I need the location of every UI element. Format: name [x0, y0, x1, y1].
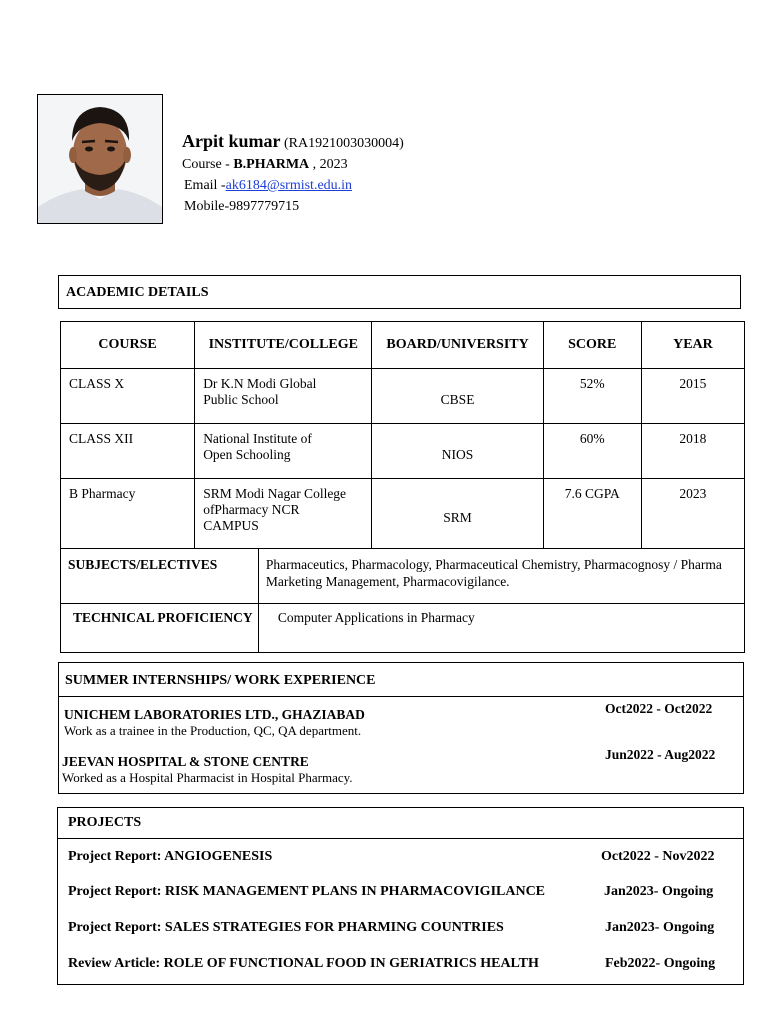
table-header-row [61, 322, 745, 369]
project-item [68, 956, 539, 972]
academic-table [60, 321, 745, 549]
institute-line: CAMPUS [203, 518, 259, 533]
institute-cell [195, 369, 372, 424]
board-cell: NIOS [372, 424, 543, 479]
email-prefix: Email - [184, 178, 226, 193]
subjects-label: SUBJECTS/ELECTIVES [61, 549, 259, 604]
subjects-line: Pharmaceutics, Pharmacology, Pharmaceutical Chemistry, Pharmacognosy / Pharma [265, 557, 722, 572]
table-row [61, 479, 745, 549]
internship-desc: Worked as a Hospital Pharmacist in Hospital Pharmacy. [62, 770, 353, 785]
project-type: Review Article: [68, 956, 164, 971]
institute-line: Open Schooling [203, 447, 291, 462]
project-type: Project Report: [68, 849, 165, 864]
year-cell: 2015 [641, 369, 744, 424]
table-row [61, 369, 745, 424]
internship-org: JEEVAN HOSPITAL & STONE CENTRE [62, 754, 309, 769]
academic-details-header [58, 275, 741, 309]
subjects-line: Marketing Management, Pharmacovigilance. [265, 574, 510, 589]
course-line [182, 157, 348, 173]
projects-section [57, 807, 744, 985]
column-header: YEAR [641, 322, 744, 369]
score-cell: 60% [543, 424, 641, 479]
institute-cell [195, 479, 372, 549]
project-name: RISK MANAGEMENT PLANS IN PHARMACOVIGILANCE [164, 884, 546, 899]
registration-number: (RA1921003030004) [284, 136, 404, 151]
column-header: BOARD/UNIVERSITY [372, 322, 543, 369]
board-cell: SRM [372, 479, 543, 549]
subjects-row [61, 549, 745, 604]
course-cell: CLASS XII [61, 424, 195, 479]
project-name: ROLE OF FUNCTIONAL FOOD IN GERIATRICS HEALTH [163, 956, 539, 971]
board-cell: CBSE [372, 369, 543, 424]
project-dates: Feb2022- Ongoing [605, 956, 716, 971]
email-line [184, 178, 352, 194]
mobile-number: Mobile-9897779715 [184, 199, 300, 214]
internship-dates: Oct2022 - Oct2022 [605, 701, 713, 716]
column-header: SCORE [543, 322, 641, 369]
technical-value: Computer Applications in Pharmacy [258, 604, 744, 653]
email-link[interactable]: ak6184@srmist.edu.in [225, 178, 353, 193]
project-item [68, 849, 272, 865]
project-dates: Jan2023- Ongoing [605, 920, 715, 935]
internship-item [64, 707, 365, 739]
institute-line: SRM Modi Nagar College [203, 486, 347, 501]
column-header: COURSE [61, 322, 195, 369]
project-name: ANGIOGENESIS [164, 849, 273, 864]
projects-header [58, 808, 743, 839]
profile-photo [37, 94, 163, 224]
score-cell: 52% [543, 369, 641, 424]
institute-line: ofPharmacy NCR [203, 502, 300, 517]
internships-header [59, 663, 743, 697]
name-line [182, 131, 404, 152]
subjects-value [258, 549, 744, 604]
candidate-name: Arpit kumar [182, 131, 281, 151]
institute-cell [195, 424, 372, 479]
institute-line: Dr K.N Modi Global [203, 376, 317, 391]
technical-row [61, 604, 745, 653]
project-item [68, 920, 504, 936]
institute-line: Public School [203, 392, 279, 407]
column-header: INSTITUTE/COLLEGE [195, 322, 372, 369]
internship-item [62, 754, 353, 786]
table-row [61, 424, 745, 479]
project-dates: Jan2023- Ongoing [604, 884, 714, 899]
score-cell: 7.6 CGPA [543, 479, 641, 549]
course-name: B.PHARMA [233, 157, 310, 172]
project-name: SALES STRATEGIES FOR PHARMING COUNTRIES [164, 920, 504, 935]
section-title: SUMMER INTERNSHIPS/ WORK EXPERIENCE [65, 673, 376, 688]
project-dates: Oct2022 - Nov2022 [601, 849, 715, 864]
subjects-table [60, 548, 745, 653]
institute-line: National Institute of [203, 431, 312, 446]
project-item [68, 884, 545, 900]
internship-desc: Work as a trainee in the Production, QC, QA department. [64, 723, 362, 738]
course-cell: B Pharmacy [61, 479, 195, 549]
section-title: PROJECTS [68, 815, 142, 830]
year-cell: 2018 [641, 424, 744, 479]
internship-dates: Jun2022 - Aug2022 [605, 747, 716, 762]
project-type: Project Report: [68, 884, 165, 899]
year-cell: 2023 [641, 479, 744, 549]
section-title: ACADEMIC DETAILS [66, 285, 209, 300]
internships-section [58, 662, 744, 794]
internship-org: UNICHEM LABORATORIES LTD., GHAZIABAD [64, 707, 365, 722]
course-cell: CLASS X [61, 369, 195, 424]
technical-label: TECHNICAL PROFICIENCY [61, 604, 259, 653]
project-type: Project Report: [68, 920, 165, 935]
course-year: , 2023 [309, 157, 348, 172]
course-prefix: Course - [182, 157, 234, 172]
